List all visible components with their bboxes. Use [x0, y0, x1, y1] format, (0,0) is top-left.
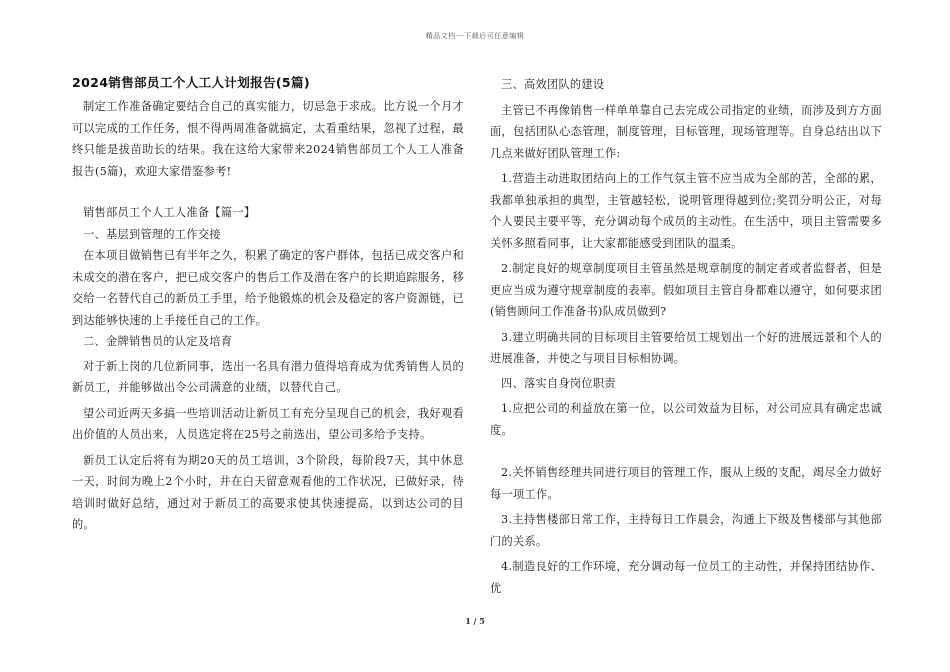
spacer: [72, 182, 464, 202]
heading-3: 三、高效团队的建设: [501, 78, 605, 91]
paragraph-7: 2.制定良好的规章制度项目主管虽然是规章制度的制定者或者监督者，但是更应当成为遵守规章制度的表率。假如项目主管自身都难以遵守，如何要求团(销售顾问工作准备书)队成员做到?: [490, 262, 882, 318]
heading-2: 二、金牌销售员的认定及培育: [83, 335, 233, 348]
paragraph-1: 在本项目做销售已有半年之久，积累了确定的客户群体，包括已成交客户和未成交的潜在客户，把已成交客户的售后工作及潜在客户的长期追踪服务，移交给一名替代自己的新员工手里，给予他锻炼的机会及稳定的客户资源链，已到达能够快速的上手接任自己的工作。: [72, 249, 464, 327]
paragraph-2: 对于新上岗的几位新同事，选出一名具有潜力值得培育成为优秀销售人员的新员工，并能够做出令公司满意的业绩，以替代自己。: [72, 359, 464, 394]
section-title: 销售部员工个人工人准备【篇一】: [83, 206, 256, 219]
paragraph-10: 2.关怀销售经理共同进行项目的管理工作，服从上级的支配，竭尽全力做好每一项工作。: [490, 466, 882, 501]
spacer: [490, 441, 882, 458]
document-title: 2024销售部员工个人工人计划报告(5篇): [72, 75, 310, 90]
intro-paragraph: 制定工作准备确定要结合自己的真实能力，切忌急于求成。比方说一个月才可以完成的工作任务，恨不得两周准备就搞定，太看重结果，忽视了过程，最终只能是拔苗助长的结果。我在这给大家带来2024销售部员工个人工人准备报告(5篇)，欢迎大家借鉴参考!: [72, 100, 464, 178]
paragraph-5: 主管已不再像销售一样单单靠自己去完成公司指定的业绩，而涉及到方方面面，包括团队心态管理，制度管理，目标管理，现场管理等。自身总结出以下几点来做好团队管理工作:: [490, 103, 882, 160]
paragraph-3: 望公司近两天多搞一些培训活动让新员工有充分呈现自己的机会，我好观看出价值的人员出来，人员选定将在25号之前选出，望公司多给予支持。: [72, 406, 464, 441]
paragraph-11: 3.主持售楼部日常工作，主持每日工作晨会，沟通上下级及售楼部与其他部门的关系。: [490, 513, 882, 548]
heading-1: 一、基层到管理的工作交接: [83, 227, 221, 241]
paragraph-8: 3.建立明确共同的目标项目主管要给员工规划出一个好的进展远景和个人的进展准备，并使之与项目目标相协调。: [490, 330, 882, 365]
page-header: 精品文档---下载后可任意编辑: [425, 32, 525, 40]
heading-4: 四、落实自身岗位职责: [501, 376, 616, 390]
paragraph-9: 1.应把公司的利益放在第一位，以公司效益为目标，对公司应具有确定忠诚度。: [490, 402, 882, 437]
left-column: [72, 74, 464, 536]
right-column: [490, 74, 882, 599]
page-number: 1 / 5: [465, 616, 485, 626]
paragraph-6: 1.营造主动进取团结向上的工作气氛主管不应当成为全部的苦，全部的累，我都单独承担的典型，主管越轻松，说明管理得越到位;奖罚分明公正，对每个人要民主要平等，充分调动每个成员的主动性。在生活中，项目主管需要多关怀多照看同事，让大家都能感受到团队的温柔。: [490, 172, 882, 250]
paragraph-12: 4.制造良好的工作环境，充分调动每一位员工的主动性，并保持团结协作、优: [490, 560, 882, 595]
paragraph-4: 新员工认定后将有为期20天的员工培训，3个阶段，每阶段7天，其中休息一天，时间为晚上2个小时，并在白天留意观看他的工作状况，已做好录，待培训时做好总结，通过对于新员工的高要求使其快速提高，以到达公司的目的。: [72, 453, 464, 531]
